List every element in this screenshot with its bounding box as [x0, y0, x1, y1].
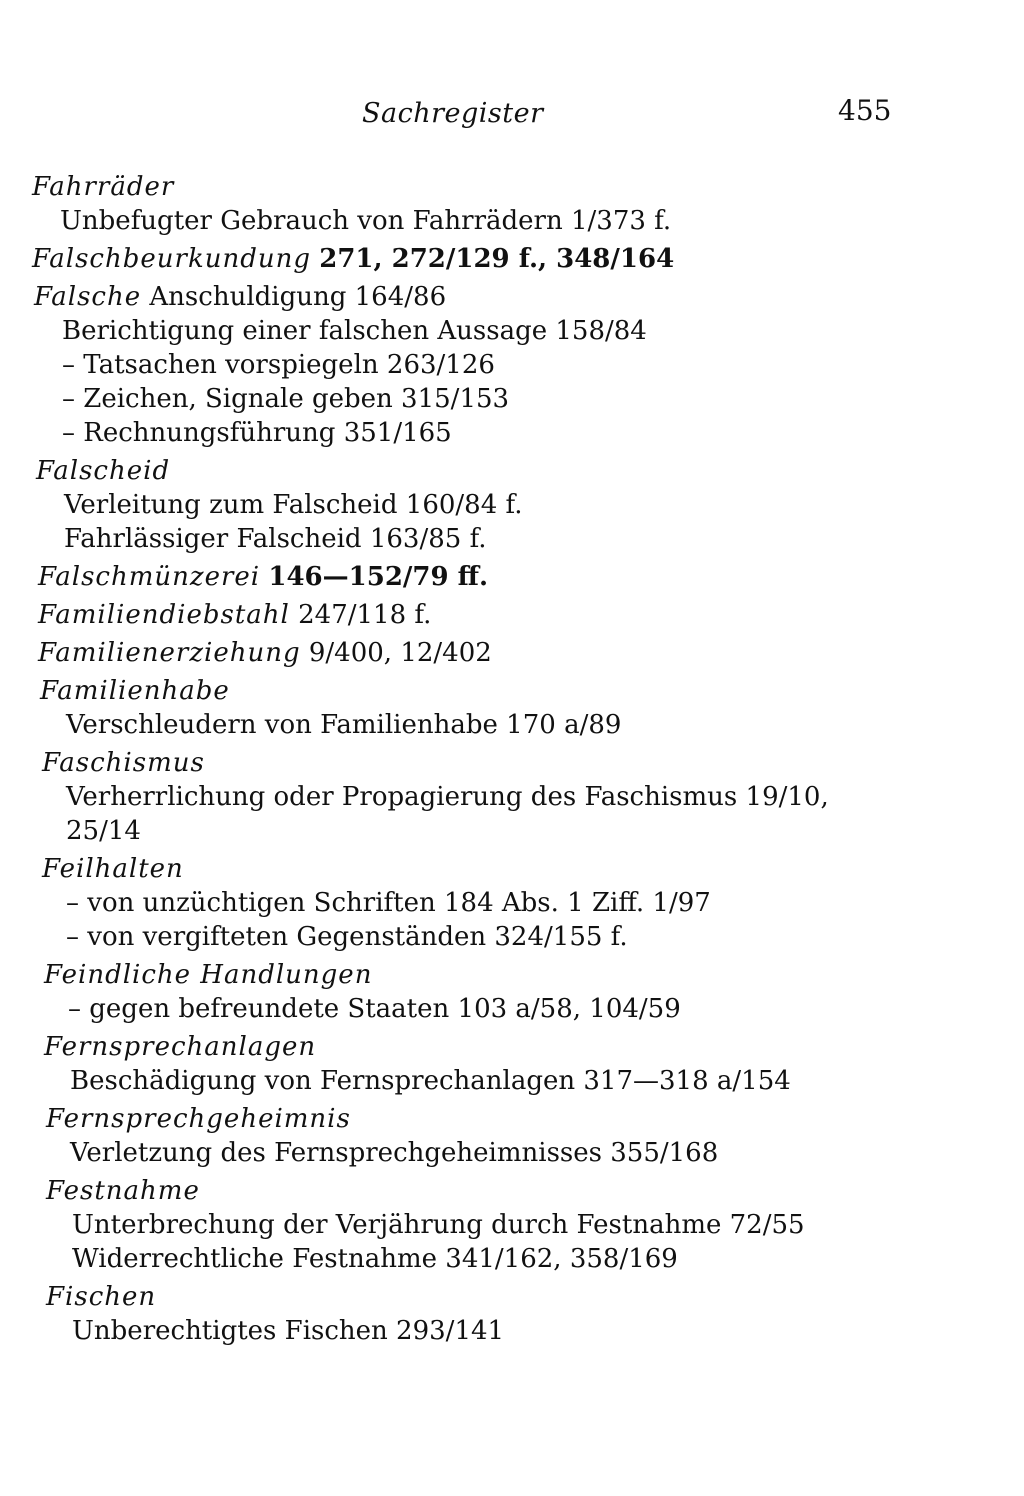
- entry-term-line: [0, 242, 1024, 276]
- entry-term: Familiendiebstahl: [38, 600, 290, 630]
- entry-subline: Verletzung des Fernsprechgeheimnisses 355/168: [70, 1138, 719, 1168]
- entry-subline: Widerrechtliche Festnahme 341/162, 358/169: [72, 1244, 678, 1274]
- index-entry: [0, 560, 1024, 594]
- index-entries: [0, 170, 1024, 1348]
- entry-subline: – Tatsachen vorspiegeln 263/126: [62, 350, 495, 380]
- index-entry: [0, 1280, 1024, 1348]
- index-entry: [0, 1102, 1024, 1170]
- entry-term: Festnahme: [46, 1176, 200, 1206]
- entry-subline: Verleitung zum Falscheid 160/84 f.: [64, 490, 523, 520]
- entry-subline: Beschädigung von Fernsprechanlagen 317—318 a/154: [70, 1066, 791, 1096]
- entry-subline: Verschleudern von Familienhabe 170 a/89: [66, 710, 622, 740]
- page-number: 455: [838, 94, 892, 127]
- index-entry: [0, 170, 1024, 238]
- index-entry: [0, 454, 1024, 556]
- entry-term: Fischen: [46, 1282, 157, 1312]
- entry-references: 247/118 f.: [298, 600, 432, 630]
- index-entry: [0, 1030, 1024, 1098]
- entry-subline: – von unzüchtigen Schriften 184 Abs. 1 Ziff. 1/97: [66, 888, 711, 918]
- entry-subline: Unbefugter Gebrauch von Fahrrädern 1/373 f.: [60, 206, 672, 236]
- entry-term: Fernsprechgeheimnis: [46, 1104, 351, 1134]
- entry-subline: – Rechnungsführung 351/165: [62, 418, 452, 448]
- entry-term: Falschmünzerei: [38, 562, 261, 592]
- entry-subline: Verherrlichung oder Propagierung des Faschismus 19/10,: [66, 782, 829, 812]
- index-entry: [0, 1174, 1024, 1276]
- entry-term: Feindliche Handlungen: [44, 960, 373, 990]
- entry-references: 9/400, 12/402: [308, 638, 492, 668]
- index-entry: [0, 746, 1024, 848]
- entry-term: Falschbeurkundung: [32, 244, 311, 274]
- index-entry: [0, 674, 1024, 742]
- entry-subline: – von vergifteten Gegenständen 324/155 f.: [66, 922, 628, 952]
- index-entry: [0, 852, 1024, 954]
- entry-subline: Unterbrechung der Verjährung durch Festnahme 72/55: [72, 1210, 805, 1240]
- entry-references: Anschuldigung 164/86: [149, 282, 447, 312]
- entry-term-line: [0, 560, 1024, 594]
- page-header-title: Sachregister: [362, 98, 544, 129]
- entry-term-line: [0, 598, 1024, 632]
- entry-term-line: [0, 280, 1024, 314]
- entry-references: 146—152/79 ff.: [268, 562, 489, 592]
- entry-term: Fernsprechanlagen: [44, 1032, 317, 1062]
- entry-term: Faschismus: [42, 748, 205, 778]
- index-entry: [0, 958, 1024, 1026]
- index-entry: [0, 242, 1024, 276]
- entry-subline: Berichtigung einer falschen Aussage 158/84: [62, 316, 647, 346]
- entry-references: 271, 272/129 f., 348/164: [319, 244, 675, 274]
- entry-subline: Fahrlässiger Falscheid 163/85 f.: [64, 524, 487, 554]
- entry-subline: – gegen befreundete Staaten 103 a/58, 104/59: [68, 994, 681, 1024]
- entry-term: Falsche: [34, 282, 142, 312]
- entry-term: Familienhabe: [40, 676, 230, 706]
- entry-term: Falscheid: [36, 456, 171, 486]
- index-entry: [0, 280, 1024, 450]
- index-entry: [0, 598, 1024, 632]
- entry-term-line: [0, 636, 1024, 670]
- entry-subline: – Zeichen, Signale geben 315/153: [62, 384, 510, 414]
- entry-term: Familienerziehung: [38, 638, 301, 668]
- entry-subline: 25/14: [66, 816, 141, 846]
- index-entry: [0, 636, 1024, 670]
- entry-term: Feilhalten: [42, 854, 184, 884]
- entry-term: Fahrräder: [32, 172, 175, 202]
- entry-subline: Unberechtigtes Fischen 293/141: [72, 1316, 505, 1346]
